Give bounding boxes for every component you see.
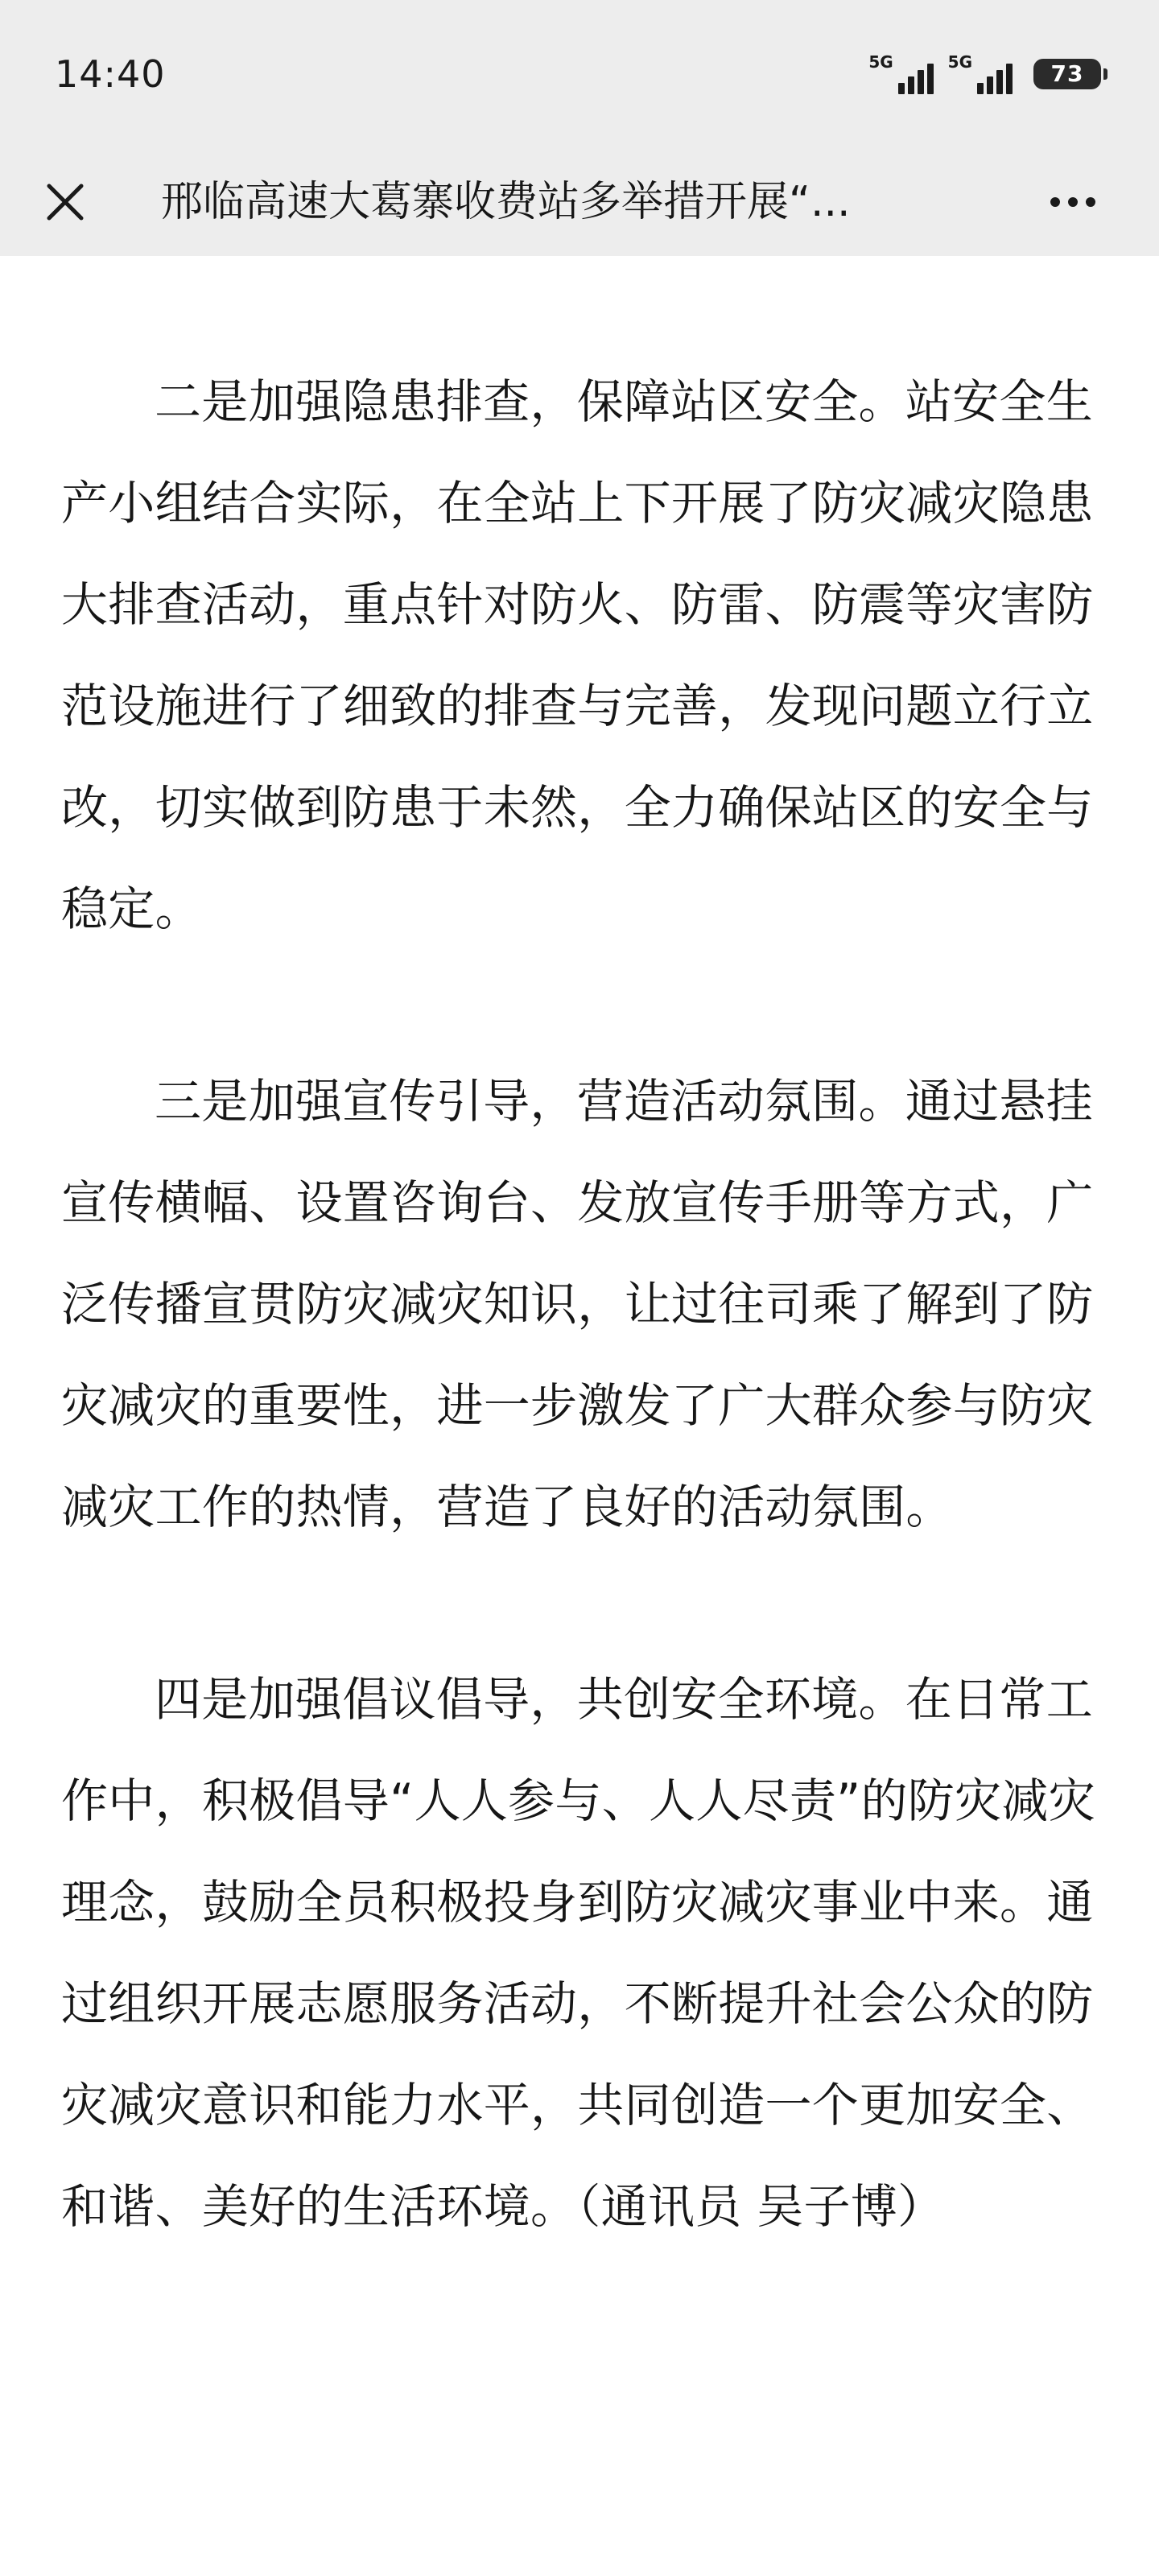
status-time: 14:40: [55, 52, 166, 96]
status-bar: [0, 0, 1159, 148]
signal-5g-2-icon: [948, 54, 1013, 94]
article-paragraph: 四是加强倡议倡导，共创安全环境。在日常工作中，积极倡导“人人参与、人人尽责”的防灾减灾理念，鼓励全员积极投身到防灾减灾事业中来。通过组织开展志愿服务活动，不断提升社会公众的防灾减灾意识和能力水平，共同创造一个更加安全、和谐、美好的生活环境。（通讯员 吴子博）: [61, 1672, 1095, 2234]
page-title: 邢临高速大葛寨收费站多举措开展“...: [161, 178, 851, 226]
top-nav-bar: [0, 148, 1159, 256]
article-paragraph: 三是加强宣传引导，营造活动氛围。通过悬挂宣传横幅、设置咨询台、发放宣传手册等方式，广泛传播宣贯防灾减灾知识，让过往司乘了解到了防灾减灾的重要性，进一步激发了广大群众参与防灾减灾工作的热情，营造了良好的活动氛围。: [61, 1074, 1094, 1534]
status-indicators: [868, 52, 1101, 97]
article-body: [61, 351, 1099, 2348]
more-dots-icon: [1029, 166, 1117, 238]
more-options-button[interactable]: [1029, 166, 1117, 238]
battery-icon: [1033, 59, 1101, 89]
close-button[interactable]: [29, 166, 101, 238]
article-paragraph: 二是加强隐患排查，保障站区安全。站安全生产小组结合实际，在全站上下开展了防灾减灾隐患大排查活动，重点针对防火、防雷、防震等灾害防范设施进行了细致的排查与完善，发现问题立行立改，切实做到防患于未然，全力确保站区的安全与稳定。: [61, 374, 1094, 936]
network-type-label: 5G: [868, 52, 893, 72]
close-icon: [29, 166, 101, 238]
signal-5g-1-icon: [868, 54, 933, 94]
network-type-label: 5G: [947, 52, 972, 72]
battery-level: 73: [1050, 60, 1084, 87]
